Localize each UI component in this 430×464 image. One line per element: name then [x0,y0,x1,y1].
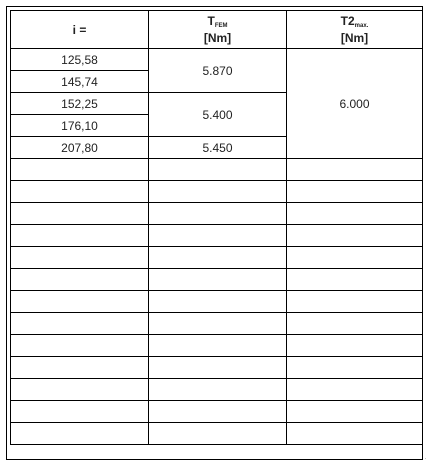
empty-cell [11,203,149,225]
empty-table-row [11,225,423,247]
empty-cell [287,357,423,379]
empty-cell [287,203,423,225]
t2-max-unit: [Nm] [340,31,369,45]
empty-cell [149,335,287,357]
empty-cell [149,203,287,225]
empty-cell [287,181,423,203]
empty-table-row [11,159,423,181]
empty-table-row [11,269,423,291]
empty-cell [149,313,287,335]
empty-cell [11,313,149,335]
empty-cell [149,247,287,269]
ratio-cell: 145,74 [11,71,149,93]
empty-table-row [11,203,423,225]
empty-cell [287,269,423,291]
t-fem-subscript: FEM [214,23,228,29]
empty-cell [287,247,423,269]
t2-max-subscript: max. [354,23,369,29]
ratio-header [11,11,149,49]
empty-cell [149,423,287,445]
empty-table-row [11,291,423,313]
empty-cell [149,181,287,203]
table-row [11,49,423,71]
ratio-header-label: i = [72,22,87,37]
empty-cell [287,335,423,357]
empty-cell [11,225,149,247]
t2-max-cell: 6.000 [287,49,423,159]
empty-cell [287,379,423,401]
empty-table-row [11,181,423,203]
empty-cell [11,401,149,423]
ratio-cell: 152,25 [11,93,149,115]
t-fem-symbol: T [207,14,215,28]
table-header-row [11,11,423,49]
empty-table-row [11,313,423,335]
t2-max-header [287,11,423,49]
empty-cell [11,181,149,203]
empty-cell [149,159,287,181]
empty-cell [149,357,287,379]
t-fem-unit: [Nm] [203,31,232,45]
torque-table [10,10,423,445]
empty-cell [11,423,149,445]
empty-cell [11,247,149,269]
corner-mark: . [424,455,426,461]
empty-cell [287,291,423,313]
empty-cell [11,379,149,401]
t-fem-cell: 5.870 [149,49,287,93]
empty-cell [11,291,149,313]
t2-max-symbol: T2 [340,14,355,28]
empty-table-row [11,423,423,445]
empty-cell [287,159,423,181]
empty-cell [287,225,423,247]
t-fem-header [149,11,287,49]
ratio-cell: 176,10 [11,115,149,137]
empty-table-row [11,401,423,423]
empty-table-row [11,357,423,379]
empty-cell [11,335,149,357]
empty-cell [287,401,423,423]
empty-cell [11,357,149,379]
empty-cell [149,269,287,291]
empty-cell [11,269,149,291]
ratio-cell: 207,80 [11,137,149,159]
empty-cell [149,225,287,247]
empty-cell [287,313,423,335]
empty-cell [149,401,287,423]
empty-table-row [11,247,423,269]
empty-cell [149,379,287,401]
empty-cell [287,423,423,445]
empty-cell [11,159,149,181]
t-fem-cell: 5.400 [149,93,287,137]
t-fem-cell: 5.450 [149,137,287,159]
empty-cell [149,291,287,313]
ratio-cell: 125,58 [11,49,149,71]
empty-table-row [11,335,423,357]
empty-table-row [11,379,423,401]
